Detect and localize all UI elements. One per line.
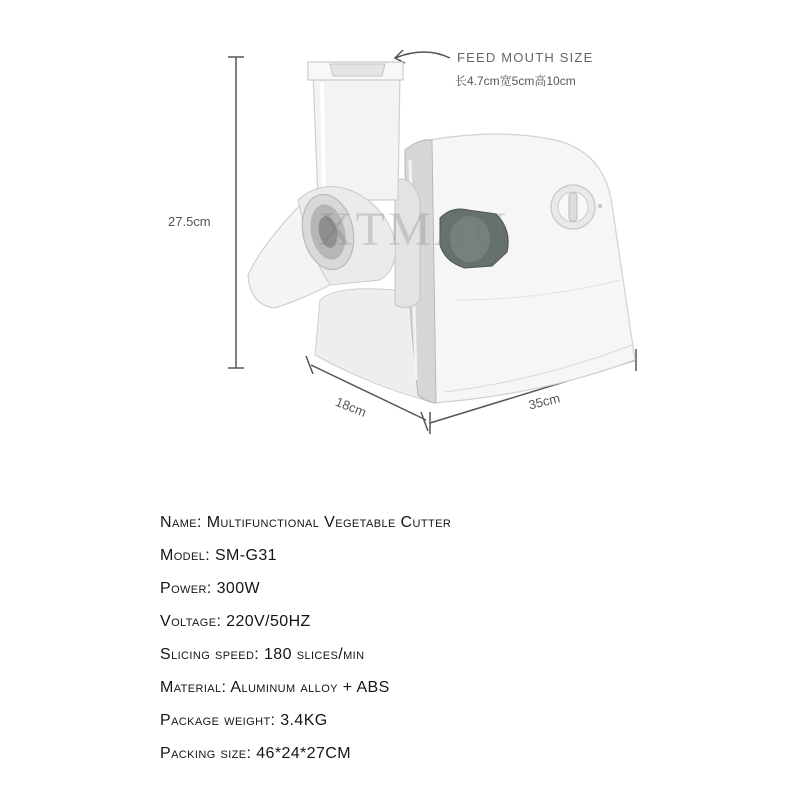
feed-mouth-arrow-icon xyxy=(395,50,450,63)
spec-value: Multifunctional Vegetable Cutter xyxy=(206,514,452,531)
spec-name xyxy=(160,512,760,545)
spec-label: Package weight: xyxy=(160,712,281,729)
spec-value: 300W xyxy=(216,580,260,597)
spec-value: SM-G31 xyxy=(214,547,277,564)
spec-label: Model: xyxy=(160,547,215,564)
feed-mouth-title: FEED MOUTH SIZE xyxy=(457,50,594,65)
feed-tube xyxy=(308,62,403,200)
spec-label: Name: xyxy=(160,514,207,531)
spec-list xyxy=(160,512,760,776)
spec-value: 46*24*27CM xyxy=(256,745,351,762)
spec-slicing-speed xyxy=(160,644,760,677)
spec-package-weight xyxy=(160,710,760,743)
width-label: 35cm xyxy=(527,390,562,413)
depth-label: 18cm xyxy=(333,394,369,420)
spec-value: Aluminum alloy + ABS xyxy=(230,679,390,696)
spec-packing-size xyxy=(160,743,760,776)
height-dimension-line xyxy=(228,57,244,368)
spec-power xyxy=(160,578,760,611)
spec-value: 180 slices/min xyxy=(263,646,365,663)
feed-mouth-dims: 长4.7cm宽5cm高10cm xyxy=(455,74,576,88)
spec-value: 220V/50HZ xyxy=(226,613,311,630)
spec-material xyxy=(160,677,760,710)
spec-voltage xyxy=(160,611,760,644)
brand-watermark: XTMAU xyxy=(318,203,509,256)
spec-label: Power: xyxy=(160,580,217,597)
height-label: 27.5cm xyxy=(168,214,211,229)
spec-label: Material: xyxy=(160,679,231,696)
spec-model xyxy=(160,545,760,578)
spec-label: Voltage: xyxy=(160,613,227,630)
spec-value: 3.4KG xyxy=(280,712,328,729)
spec-label: Packing size: xyxy=(160,745,257,762)
spec-label: Slicing speed: xyxy=(160,646,264,663)
